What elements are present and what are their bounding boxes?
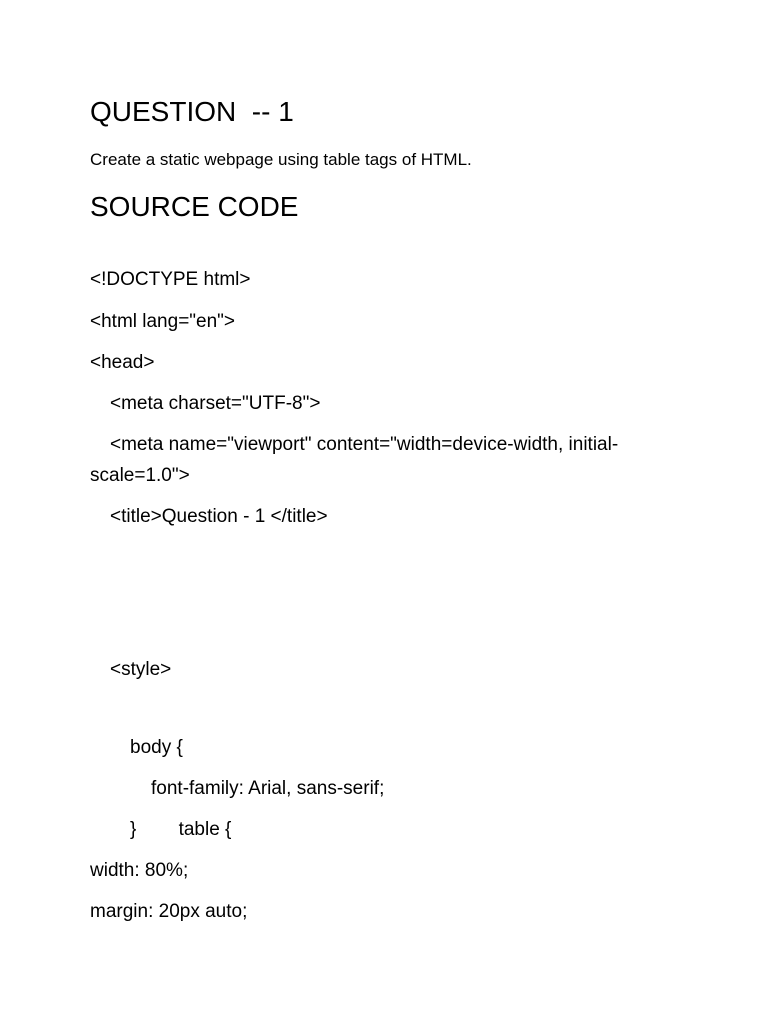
code-line: body { xyxy=(130,737,183,758)
code-line: <!DOCTYPE html> xyxy=(90,269,251,290)
code-line: } table { xyxy=(130,819,232,840)
code-line: <style> xyxy=(110,659,172,680)
code-line: width: 80%; xyxy=(90,860,189,881)
code-line: scale=1.0"> xyxy=(90,465,190,486)
code-line: <meta charset="UTF-8"> xyxy=(110,393,321,414)
code-line: font-family: Arial, sans-serif; xyxy=(151,778,385,799)
code-line: <html lang="en"> xyxy=(90,311,236,332)
code-line: margin: 20px auto; xyxy=(90,901,248,922)
question-heading: QUESTION -- 1 xyxy=(90,96,294,127)
source-code-heading: SOURCE CODE xyxy=(90,191,299,222)
code-line: <head> xyxy=(90,352,155,373)
task-description: Create a static webpage using table tags of HTML. xyxy=(90,150,472,169)
code-line: <title>Question - 1 </title> xyxy=(110,506,328,527)
code-line: <meta name="viewport" content="width=device-width, initial- xyxy=(110,434,619,455)
